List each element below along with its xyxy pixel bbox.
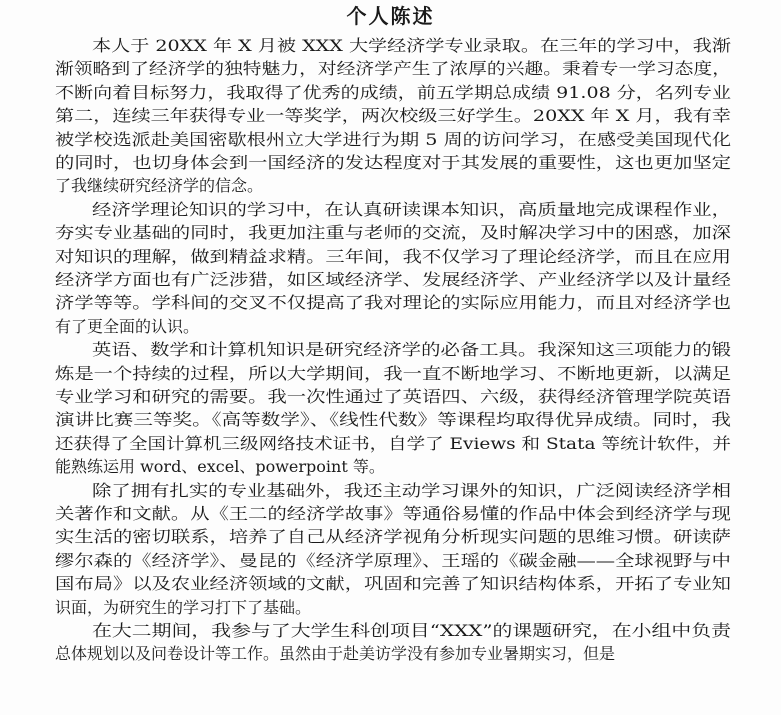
text-line: 炼是一个持续的过程，所以大学期间，我一直不断地学习、不断地更新，以满足 bbox=[55, 363, 731, 383]
text-line: 专业学习和研究的需要。我一次性通过了英语四、六级，获得经济管理学院英语 bbox=[55, 387, 731, 406]
text-line: 经济学理论知识的学习中，在认真研读课本知识，高质量地完成课程作业， bbox=[92, 199, 731, 219]
text-line: 国布局》以及农业经济领域的文献，巩固和完善了知识结构体系，开拓了专业知 bbox=[55, 574, 731, 594]
text-line: 英语、数学和计算机知识是研究经济学的必备工具。我深知这三项能力的锻 bbox=[92, 340, 731, 360]
text-line: 济学等等。学科间的交叉不仅提高了我对理论的实际应用能力，而且对经济学也 bbox=[55, 293, 731, 313]
text-line: 不断向着目标努力，我取得了优秀的成绩，前五学期总成绩 91.08 分，名列专业 bbox=[55, 82, 731, 102]
page-title: 个人陈述 bbox=[346, 4, 435, 28]
text-line: 被学校选派赴美国密歇根州立大学进行为期 5 周的访问学习，在感受美国现代化 bbox=[55, 129, 731, 149]
text-line: 的同时，也切身体会到一国经济的发达程度对于其发展的重要性，这也更加坚定 bbox=[55, 153, 731, 172]
text-line: 总体规划以及问卷设计等工作。虽然由于赴美访学没有参加专业暑期实习，但是 bbox=[55, 644, 616, 664]
text-line: 本人于 20XX 年 X 月被 XXX 大学经济学专业录取。在三年的学习中，我渐 bbox=[92, 36, 731, 55]
text-line: 能熟练运用 word、excel、powerpoint 等。 bbox=[55, 457, 385, 477]
text-line: 经济学方面也有广泛涉猎，如区域经济学、发展经济学、产业经济学以及计量经 bbox=[55, 270, 731, 289]
text-line: 除了拥有扎实的专业基础外，我还主动学习课外的知识，广泛阅读经济学相 bbox=[92, 480, 731, 500]
text-line: 有了更全面的认识。 bbox=[55, 316, 200, 336]
text-line: 对知识的理解，做到精益求精。三年间，我不仅学习了理论经济学，而且在应用 bbox=[55, 246, 731, 266]
text-line: 夯实专业基础的同时，我更加注重与老师的交流，及时解决学习中的困惑，加深 bbox=[55, 223, 731, 243]
text-line: 还获得了全国计算机三级网络技术证书，自学了 Eviews 和 Stata 等统计软件，并 bbox=[55, 433, 731, 453]
text-line: 关著作和文献。从《王二的经济学故事》等通俗易懂的作品中体会到经济学与现 bbox=[55, 504, 731, 523]
text-line: 识面，为研究生的学习打下了基础。 bbox=[55, 597, 312, 617]
text-line: 渐领略到了经济学的独特魅力，对经济学产生了浓厚的兴趣。秉着专一学习态度， bbox=[55, 59, 732, 79]
text-line: 实生活的密切联系，培养了自己从经济学视角分析现实问题的思维习惯。研读萨 bbox=[55, 527, 731, 547]
text-line: 了我继续研究经济学的信念。 bbox=[55, 176, 264, 196]
text-line: 在大二期间，我参与了大学生科创项目“XXX”的课题研究，在小组中负责 bbox=[92, 621, 731, 640]
text-line: 第二，连续三年获得专业一等奖学，两次校级三好学生。20XX 年 X 月，我有幸 bbox=[55, 106, 731, 126]
text-line: 缪尔森的《经济学》、曼昆的《经济学原理》、王瑶的《碳金融——全球视野与中 bbox=[55, 550, 731, 570]
text-line: 演讲比赛三等奖。《高等数学》、《线性代数》等课程均取得优异成绩。同时，我 bbox=[55, 410, 731, 430]
